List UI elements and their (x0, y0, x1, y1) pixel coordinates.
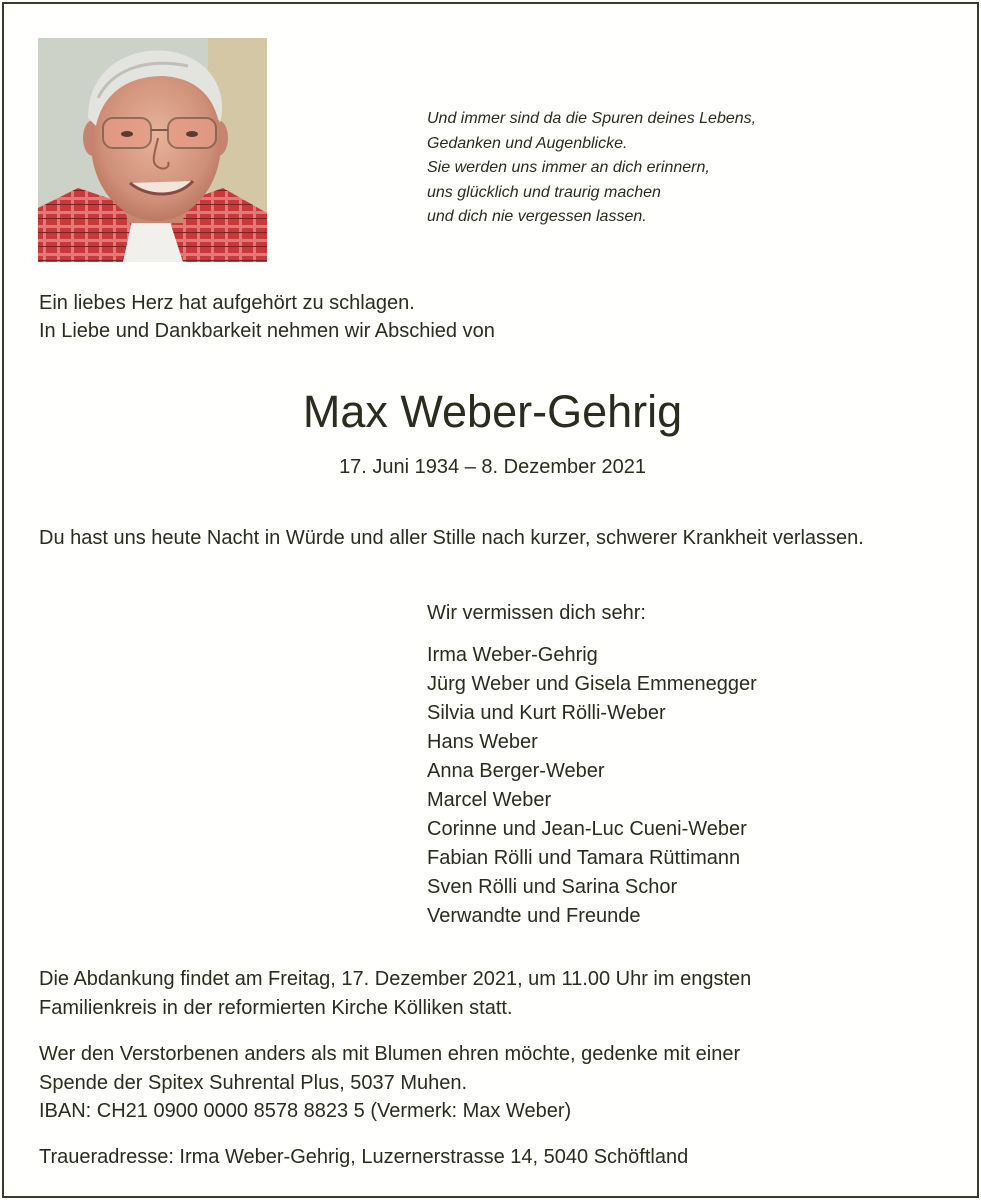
mourner-name: Hans Weber (427, 731, 538, 753)
farewell-text: Du hast uns heute Nacht in Würde und aller Stille nach kurzer, schwerer Krankheit verlassen. (39, 527, 864, 549)
mourner-name: Irma Weber-Gehrig (427, 644, 598, 666)
portrait-illustration (38, 38, 267, 262)
service-line: Die Abdankung findet am Freitag, 17. Dezember 2021, um 11.00 Uhr im engsten (39, 968, 752, 990)
donation-info (39, 1040, 740, 1126)
service-line: Familienkreis in der reformierten Kirche Kölliken statt. (39, 996, 513, 1019)
mourner-name: Anna Berger-Weber (427, 760, 605, 782)
portrait-photo (38, 38, 267, 262)
intro-line: In Liebe und Dankbarkeit nehmen wir Abschied von (39, 320, 495, 342)
poem-line: uns glücklich und traurig machen (427, 183, 661, 201)
mourning-address: Traueradresse: Irma Weber-Gehrig, Luzernerstrasse 14, 5040 Schöftland (39, 1146, 689, 1168)
mourner-name: Sven Rölli und Sarina Schor (427, 876, 678, 898)
service-info (39, 965, 751, 1022)
poem-line: Gedanken und Augenblicke. (427, 134, 628, 152)
mourners-heading: Wir vermissen dich sehr: (427, 602, 646, 624)
mourners-list (427, 599, 757, 931)
iban-line: IBAN: CH21 0900 0000 8578 8823 5 (Vermerk: Max Weber) (39, 1100, 572, 1122)
donation-line: Wer den Verstorbenen anders als mit Blumen ehren möchte, gedenke mit einer (39, 1043, 741, 1065)
mourner-name: Verwandte und Freunde (427, 905, 641, 927)
life-dates: 17. Juni 1934 – 8. Dezember 2021 (339, 456, 646, 478)
deceased-name: Max Weber-Gehrig (302, 386, 683, 437)
mourner-name: Fabian Rölli und Tamara Rüttimann (427, 847, 741, 869)
mourner-name: Silvia und Kurt Rölli-Weber (427, 702, 666, 724)
poem-line: Und immer sind da die Spuren deines Lebens, (427, 110, 757, 127)
mourner-name: Marcel Weber (427, 789, 552, 811)
mourner-name: Jürg Weber und Gisela Emmenegger (427, 673, 757, 695)
intro-line: Ein liebes Herz hat aufgehört zu schlagen. (39, 292, 415, 314)
poem-line: und dich nie vergessen lassen. (427, 208, 647, 225)
donation-line: Spende der Spitex Suhrental Plus, 5037 Muhen. (39, 1071, 468, 1094)
mourner-name: Corinne und Jean-Luc Cueni-Weber (427, 818, 747, 840)
poem-line: Sie werden uns immer an dich erinnern, (427, 159, 710, 176)
memorial-poem (427, 107, 756, 230)
obituary-card (2, 2, 979, 1198)
intro-text (39, 289, 495, 345)
